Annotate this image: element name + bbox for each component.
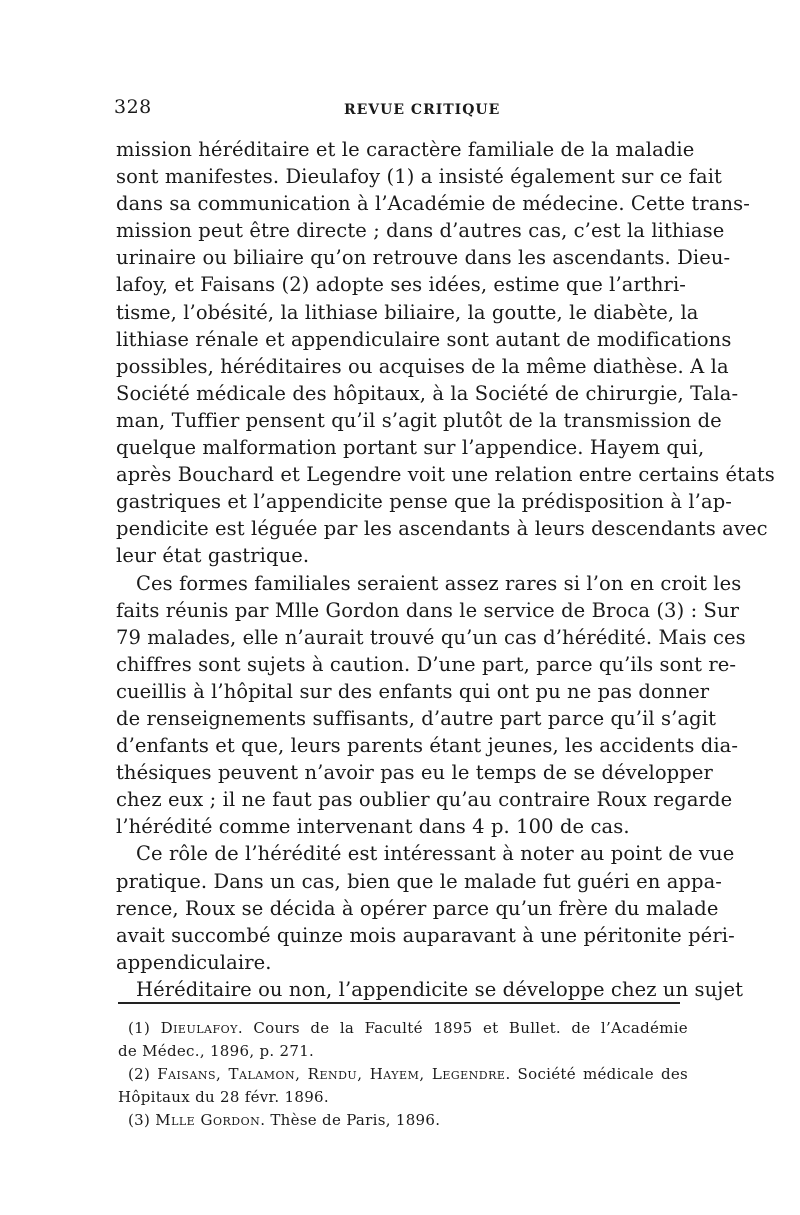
running-title: REVUE CRITIQUE [344, 102, 501, 118]
footnote-number: (1) [128, 1019, 161, 1037]
page-header [114, 96, 684, 126]
text-line: tisme, l’obésité, la lithiase biliaire, la goutte, le diabète, la [116, 300, 699, 324]
page-number: 328 [114, 96, 152, 118]
text-line: Ces formes familiales seraient assez rares si l’on en croit les [136, 571, 742, 595]
text-line: Ce rôle de l’hérédité est intéressant à noter au point de vue [136, 842, 735, 866]
text-line: Héréditaire ou non, l’appendicite se développe chez un sujet [136, 977, 744, 1001]
footnote-text: de Médec., 1896, p. 271. [118, 1042, 315, 1060]
text-line: possibles, héréditaires ou acquises de la même diathèse. A la [116, 354, 729, 378]
text-line: mission héréditaire et le caractère familiale de la maladie [116, 138, 695, 161]
text-line: faits réunis par Mlle Gordon dans le service de Broca (3) : Sur [116, 598, 740, 622]
text-line: gastriques et l’appendicite pense que la prédisposition à l’ap- [116, 490, 732, 514]
footnote-divider [118, 1002, 680, 1004]
footnote-text: . Thèse de Paris, 1896. [260, 1111, 441, 1129]
text-line: pratique. Dans un cas, bien que le malade fut guéri en appa- [116, 869, 722, 893]
text-line: 79 malades, elle n’aurait trouvé qu’un cas d’hérédité. Mais ces [116, 625, 746, 649]
body-text [116, 136, 775, 1003]
text-line: urinaire ou biliaire qu’on retrouve dans les ascendants. Dieu- [116, 246, 731, 270]
text-line: chiffres sont sujets à caution. D’une part, parce qu’ils sont re- [116, 652, 737, 676]
footnotes [118, 1017, 688, 1132]
text-line: de renseignements suffisants, d’autre part parce qu’il s’agit [116, 706, 717, 730]
text-line: sont manifestes. Dieulafoy (1) a insisté également sur ce fait [116, 165, 722, 189]
text-line: appendiculaire. [116, 950, 272, 974]
text-line: dans sa communication à l’Académie de médecine. Cette trans- [116, 192, 750, 216]
footnote-line [118, 1040, 688, 1063]
footnote-text: . Cours de la Faculté 1895 et Bullet. de l’Académie [237, 1019, 688, 1037]
text-line: rence, Roux se décida à opérer parce qu’un frère du malade [116, 896, 719, 920]
text-line: leur état gastrique. [116, 544, 310, 568]
text-line: lithiase rénale et appendiculaire sont autant de modifications [116, 327, 732, 351]
footnote-line [118, 1086, 688, 1109]
text-line: Société médicale des hôpitaux, à la Société de chirurgie, Tala- [116, 381, 739, 405]
footnote-text: . Société médicale des [505, 1065, 689, 1083]
footnote-line [118, 1017, 688, 1040]
footnote-number: (3) [128, 1111, 156, 1129]
footnote-line [118, 1063, 688, 1086]
text-line: quelque malformation portant sur l’appendice. Hayem qui, [116, 436, 705, 460]
text-line: chez eux ; il ne faut pas oublier qu’au contraire Roux regarde [116, 788, 733, 812]
footnote-author: Dieulafoy [160, 1019, 238, 1037]
text-line: l’hérédité comme intervenant dans 4 p. 100 de cas. [116, 815, 630, 839]
footnote-number: (2) [128, 1065, 158, 1083]
text-line: thésiques peuvent n’avoir pas eu le temps de se développer [116, 761, 713, 785]
footnote-author: Faisans, Talamon, Rendu, Hayem, Legendre [157, 1065, 506, 1083]
footnote-line [118, 1109, 688, 1132]
footnote-author: Mlle Gordon [155, 1111, 261, 1129]
text-line: lafoy, et Faisans (2) adopte ses idées, estime que l’arthri- [116, 273, 686, 297]
text-line: pendicite est léguée par les ascendants à leurs descendants avec [116, 517, 768, 541]
text-line: avait succombé quinze mois auparavant à une péritonite péri- [116, 923, 735, 947]
text-line: d’enfants et que, leurs parents étant jeunes, les accidents dia- [116, 734, 739, 758]
text-line: cueillis à l’hôpital sur des enfants qui ont pu ne pas donner [116, 679, 710, 703]
text-line: mission peut être directe ; dans d’autres cas, c’est la lithiase [116, 219, 725, 243]
text-line: après Bouchard et Legendre voit une relation entre certains états [116, 463, 775, 487]
footnote-text: Hôpitaux du 28 févr. 1896. [118, 1088, 329, 1106]
text-line: man, Tuffier pensent qu’il s’agit plutôt de la transmission de [116, 408, 722, 432]
